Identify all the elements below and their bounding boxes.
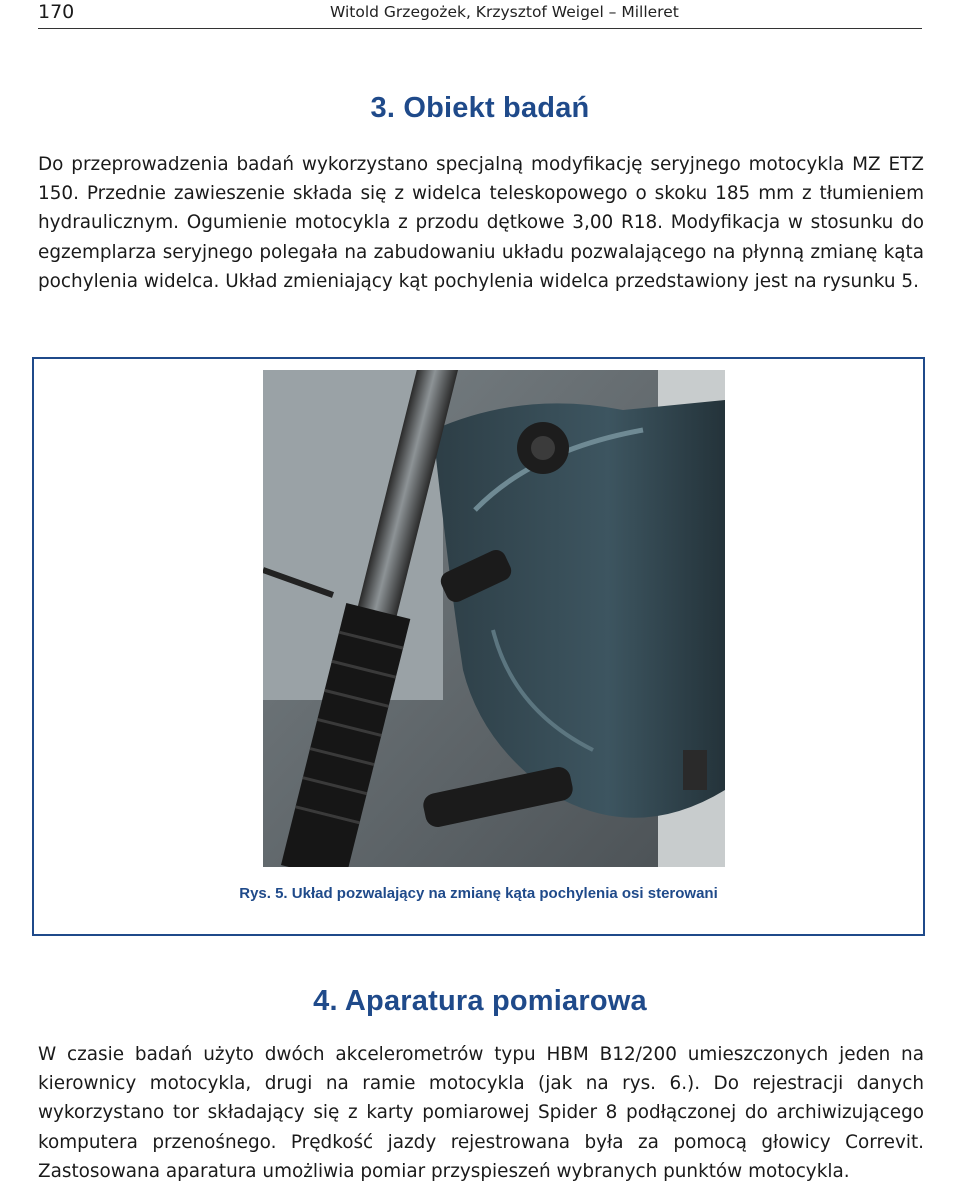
page-number: 170 — [38, 1, 75, 23]
running-head: Witold Grzegożek, Krzysztof Weigel – Milleret — [330, 3, 679, 21]
photo-illustration — [263, 370, 725, 867]
motorcycle-fork-photo — [263, 370, 725, 867]
figure-caption: Rys. 5. Układ pozwalający na zmianę kąta pochylenia osi sterowani — [239, 885, 718, 902]
section-3-title: 3. Obiekt badań — [370, 92, 590, 124]
section-4-title: 4. Aparatura pomiarowa — [313, 985, 647, 1017]
figure-5 — [32, 357, 925, 936]
section-3-paragraph: Do przeprowadzenia badań wykorzystano specjalną modyfikację seryjnego motocykla MZ ETZ 150. Przednie zawieszenie składa się z widelca teleskopowego o skoku 185 mm z tłumieniem hydraulicznym. Ogumienie motocykla z przodu dętkowe 3,00 R18. Modyfikacja w stosunku do egzemplarza seryjnego polegała na zabudowaniu układu pozwalającego na płynną zmianę kąta pochylenia widelca. Układ zmieniający kąt pochylenia widelca przedstawiony jest na rysunku 5. — [38, 154, 924, 292]
page-header — [38, 0, 922, 29]
section-4-paragraph: W czasie badań użyto dwóch akcelerometrów typu HBM B12/200 umieszczonych jeden na kierownicy motocykla, drugi na ramie motocykla (jak na rys. 6.). Do rejestracji danych wykorzystano tor składający się z karty pomiarowej Spider 8 podłączonej do archiwizującego komputera przenośnego. Prędkość jazdy rejestrowana była za pomocą głowicy Correvit. Zastosowana aparatura umożliwia pomiar przyspieszeń wybranych punktów motocykla. — [38, 1044, 924, 1182]
